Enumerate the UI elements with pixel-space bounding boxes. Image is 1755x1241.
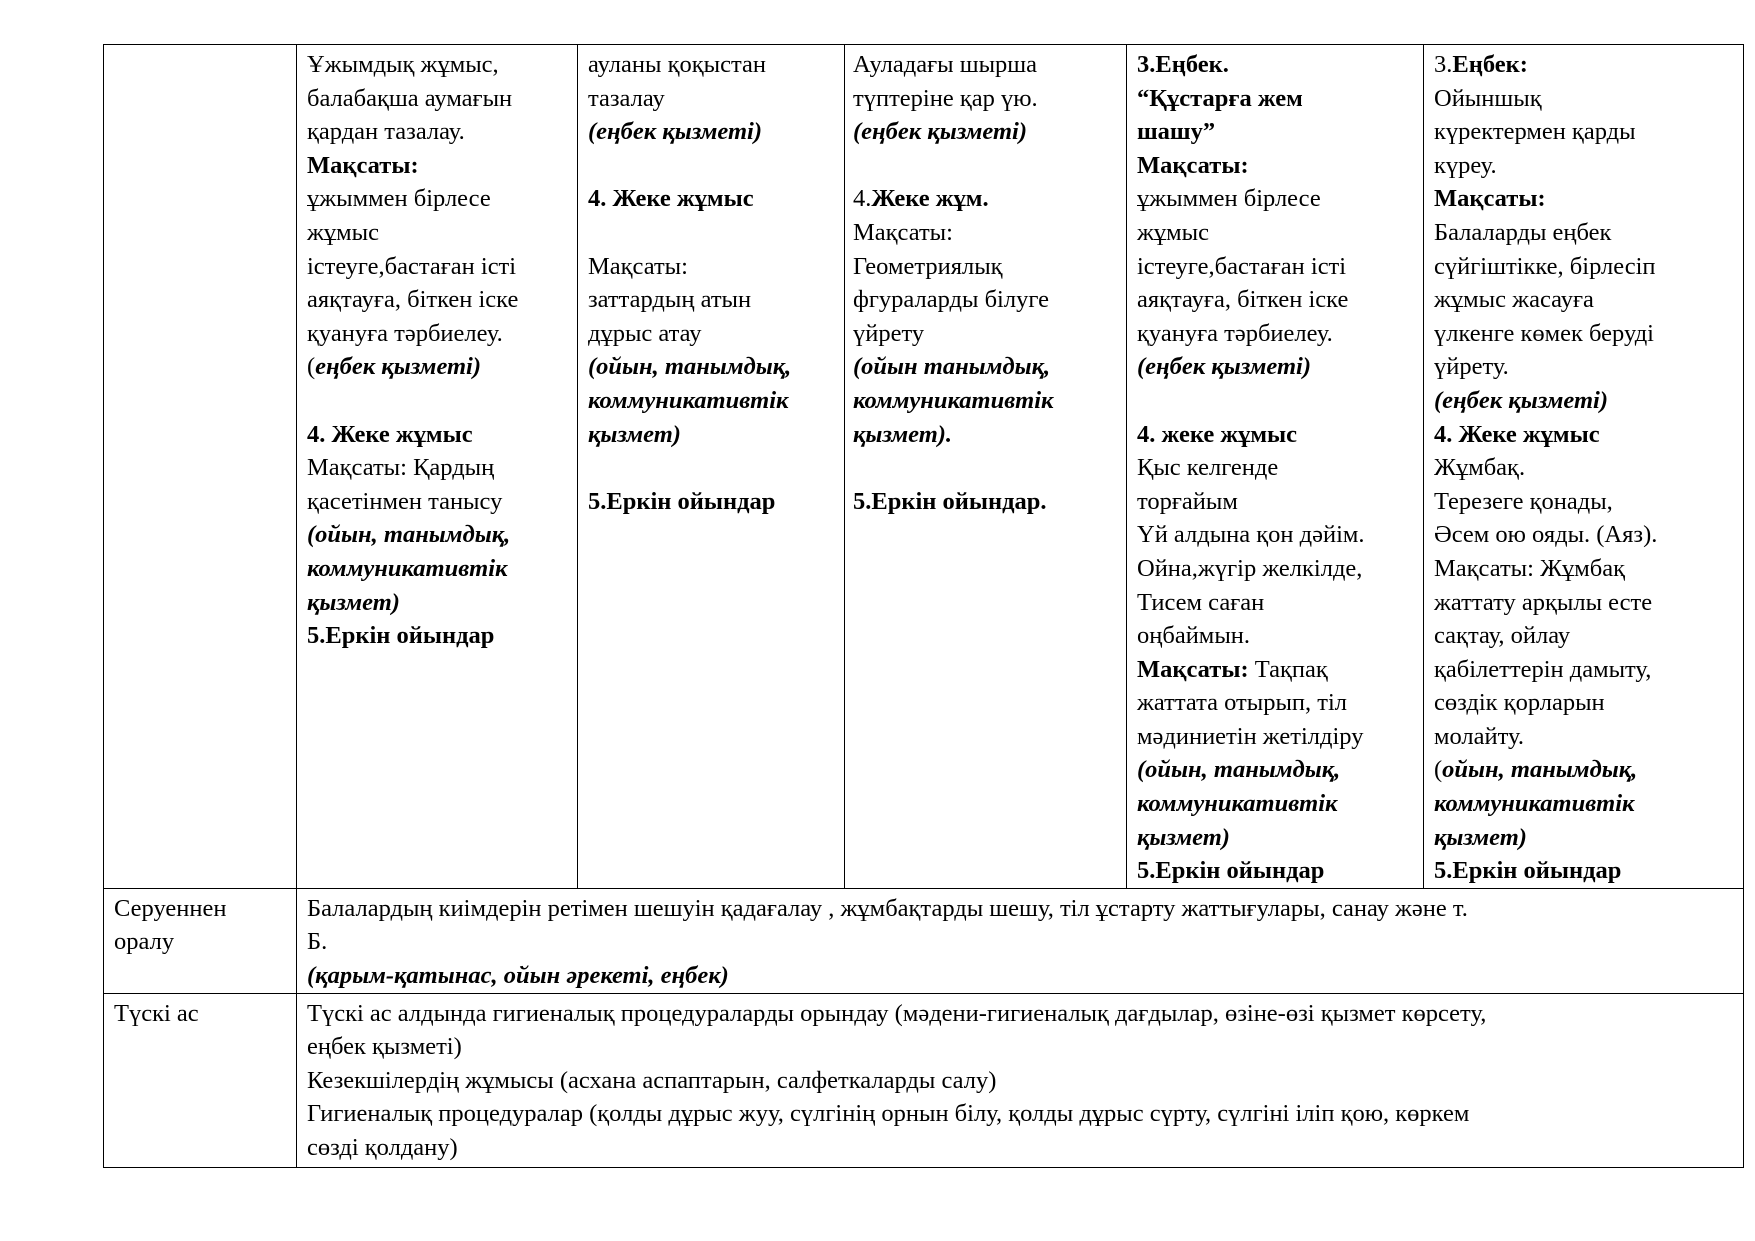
text-line [1137,821,1413,855]
text-line [853,82,1120,116]
text-run: ұжыммен бірлесе [307,185,491,213]
row-label-lunch [104,993,297,1167]
text-run: (еңбек қызметі) [588,118,763,146]
text-line [307,115,567,149]
row-label-return-from-walk [104,888,297,993]
text-line [853,418,1120,452]
text-run: Балалардың киімдерін ретімен шешуін қадағалау , жұмбақтарды шешу, тіл ұстарту жаттығулары, санау және т. [307,894,1468,922]
text-line [1434,350,1733,384]
text-line [307,48,567,82]
text-run: қызмет) [1137,823,1230,851]
text-line [307,552,567,586]
table-row-walk-activities [104,45,1744,889]
text-line [307,959,1733,993]
text-line [307,418,567,452]
text-line [853,48,1120,82]
text-line [1137,82,1413,116]
text-run: еңбек қызметі) [315,353,482,381]
text-line [307,82,567,116]
activity-cell-1 [297,45,578,889]
text-line [307,892,1733,926]
text-line [307,250,567,284]
text-line [853,283,1120,317]
text-line [588,283,834,317]
text-line [1137,485,1413,519]
text-line [588,350,834,384]
text-line [114,892,286,926]
text-line [307,1097,1733,1131]
text-line [1434,82,1733,116]
text-run: молайту. [1434,722,1524,750]
text-line [1137,115,1413,149]
text-line [588,418,834,452]
text-line [1137,586,1413,620]
text-run: Ойыншық [1434,84,1542,112]
text-run: Мақсаты: Жұмбақ [1434,554,1626,582]
text-line [1434,149,1733,183]
text-line [588,48,834,82]
text-line [588,216,834,250]
text-line [1137,720,1413,754]
text-run: Еңбек: [1452,51,1528,78]
text-line [1137,787,1413,821]
text-run: Мақсаты: Қардың [307,454,495,482]
text-line [1434,653,1733,687]
text-line [1434,115,1733,149]
text-line [1434,720,1733,754]
text-run: (ойын, танымдық, [588,353,792,381]
text-line [1137,552,1413,586]
text-line [1434,250,1733,284]
text-run: 3.Еңбек. [1137,51,1229,78]
table-row-return-from-walk [104,888,1744,993]
text-run: істеуге,бастаған істі [1137,252,1347,280]
text-line [1434,753,1733,787]
text-run: Тисем саған [1137,588,1265,616]
text-line [1137,216,1413,250]
text-line [588,250,834,284]
text-line [1434,418,1733,452]
text-line [1434,48,1733,82]
text-line [853,216,1120,250]
text-run: қардан тазалау. [307,118,465,146]
text-line [1434,317,1733,351]
text-run: ұжыммен бірлесе [1137,185,1321,213]
text-run: Әсем ою ояды. (Аяз). [1434,521,1658,549]
text-line [588,82,834,116]
text-run: 4. Жеке жұмыс [1434,420,1600,448]
text-run: коммуникативтік [1137,790,1338,818]
text-line [1137,619,1413,653]
text-run: Мақсаты: [307,151,419,179]
text-run: қабілеттерін дамыту, [1434,655,1652,683]
text-run: 4. Жеке жұмыс [307,420,473,448]
text-line [1434,384,1733,418]
text-line [307,997,1733,1031]
text-line [1434,485,1733,519]
text-line [1434,216,1733,250]
text-run: коммуникативтік [307,554,508,582]
text-run: істеуге,бастаған істі [307,252,517,280]
text-line [1137,518,1413,552]
text-run: Жұмбақ. [1434,454,1526,482]
text-run: Серуеннен [114,894,227,922]
text-run: балабақша аумағын [307,84,513,112]
text-line [1434,854,1733,888]
text-run: (еңбек қызметі) [1137,353,1312,381]
text-run: ойын, танымдық, [1442,756,1638,784]
text-run: Түскі ас [114,999,199,1027]
text-line [853,317,1120,351]
text-run: еңбек қызметі) [307,1033,462,1061]
text-line [1434,619,1733,653]
text-run: Мақсаты: [588,252,688,280]
text-run: қуануға тәрбиелеу. [1137,319,1333,347]
row-label-empty [104,45,297,889]
text-line [1137,384,1413,418]
return-from-walk-content [297,888,1744,993]
text-line [1434,451,1733,485]
text-run: аяқтауға, біткен іске [307,286,519,314]
text-run: коммуникативтік [1434,790,1635,818]
text-run: жаттату арқылы есте [1434,588,1653,616]
text-line [1137,854,1413,888]
text-line [1434,787,1733,821]
text-line [1434,586,1733,620]
text-run: Ұжымдық жұмыс, [307,51,499,78]
activity-cell-2 [578,45,845,889]
text-line [307,283,567,317]
text-run: торғайым [1137,487,1238,515]
text-run: Кезекшілердің жұмысы (асхана аспаптарын, салфеткаларды салу) [307,1066,997,1094]
text-line [1434,552,1733,586]
text-run: 5.Еркін ойындар [1137,857,1325,885]
activity-cell-5 [1424,45,1744,889]
text-line [307,451,567,485]
text-run: 4. Жеке жұмыс [588,185,754,213]
text-run: (қарым-қатынас, ойын әрекеті, еңбек) [307,962,729,990]
text-run: заттардың атын [588,286,752,314]
text-run: 3. [1434,51,1453,78]
text-run: дұрыс атау [588,319,702,347]
text-run: күреу. [1434,151,1497,179]
text-line [1137,182,1413,216]
text-line [307,518,567,552]
text-run: Гигиеналық процедуралар (қолды дұрыс жуу, сүлгінің орнын білу, қолды дұрыс сүрту, сүлгіні іліп қою, көркем [307,1100,1470,1128]
text-run: “Құстарға жем [1137,84,1303,112]
activity-cell-4 [1127,45,1424,889]
text-run: аяқтауға, біткен іске [1137,286,1349,314]
text-run: жаттата отырып, тіл [1137,689,1348,717]
lunch-content [297,993,1744,1167]
text-run: Тақпақ [1248,655,1328,683]
text-run: жұмыс [307,218,380,246]
text-run: мәдиниетін жетілдіру [1137,722,1364,750]
text-line [1137,283,1413,317]
text-line [1137,317,1413,351]
text-run: 5.Еркін ойындар [307,622,495,650]
text-line [588,485,834,519]
text-run: оралу [114,928,175,956]
text-run: ( [307,353,316,381]
text-run: (еңбек қызметі) [1434,386,1609,414]
text-run: 4. жеке жұмыс [1137,420,1298,448]
text-line [307,619,567,653]
text-line [853,115,1120,149]
text-run: оңбаймын. [1137,622,1251,650]
text-line [307,1030,1733,1064]
activity-cell-3 [845,45,1127,889]
text-run: (ойын, танымдық, [1137,756,1341,784]
text-line [853,350,1120,384]
text-run: Қыс келгенде [1137,454,1279,482]
text-run: Ойна,жүгір желкілде, [1137,554,1363,582]
text-run: Балаларды еңбек [1434,218,1612,246]
text-line [307,925,1733,959]
text-line [307,182,567,216]
text-run: 5.Еркін ойындар. [853,487,1047,515]
text-run: коммуникативтік [853,386,1054,414]
text-run: (еңбек қызметі) [853,118,1028,146]
text-run: ауланы қоқыстан [588,51,766,78]
text-run: қуануға тәрбиелеу. [307,319,503,347]
text-line [588,115,834,149]
text-line [853,384,1120,418]
text-run: Мақсаты: [1434,185,1546,213]
text-run: (ойын, танымдық, [307,521,511,549]
plan-table [103,44,1744,1168]
text-run: қызмет). [853,420,953,448]
text-line [307,149,567,183]
text-run: Геометриялық [853,252,1003,280]
text-run: үйрету [853,319,925,347]
text-line [307,586,567,620]
text-run: Үй алдына қон дәйім. [1137,521,1365,549]
text-run: Мақсаты: [853,218,953,246]
text-line [307,350,567,384]
text-line [114,997,286,1031]
text-run: жұмыс [1137,218,1210,246]
text-run: қызмет) [307,588,400,616]
text-line [588,451,834,485]
text-run: 4. [853,185,872,213]
text-line [853,250,1120,284]
text-run: коммуникативтік [588,386,789,414]
text-run: түптеріне қар үю. [853,84,1038,112]
text-line [1434,518,1733,552]
text-line [307,384,567,418]
text-run: сөздік қорларын [1434,689,1605,717]
text-run: Жеке жұм. [871,185,989,213]
text-run: Мақсаты: [1137,655,1249,683]
text-line [1137,250,1413,284]
text-run: қызмет) [588,420,681,448]
text-line [1137,451,1413,485]
text-line [1434,283,1733,317]
text-line [1434,821,1733,855]
text-run: Терезеге қонады, [1434,487,1613,515]
text-line [1434,686,1733,720]
text-run: 5.Еркін ойындар [1434,857,1622,885]
text-run: сүйгіштікке, бірлесіп [1434,252,1656,280]
text-line [1434,182,1733,216]
text-run: Түскі ас алдында гигиеналық процедураларды орындау (мәдени-гигиеналық дағдылар, өзіне-өзі қызмет көрсету, [307,999,1487,1027]
text-line [853,182,1120,216]
text-line [307,1131,1733,1165]
text-line [588,317,834,351]
text-run: 5.Еркін ойындар [588,487,776,515]
text-run: күректермен қарды [1434,118,1636,146]
text-run: Ауладағы шырша [853,51,1038,78]
text-line [307,317,567,351]
text-line [307,216,567,250]
text-line [307,1064,1733,1098]
text-run: Б. [307,928,328,956]
text-run: қасетінмен танысу [307,487,503,515]
text-line [114,925,286,959]
text-run: фгураларды білуге [853,286,1049,314]
text-line [1137,653,1413,687]
text-line [1137,418,1413,452]
text-run: Мақсаты: [1137,151,1249,179]
text-run: үйрету. [1434,353,1509,381]
text-run: тазалау [588,84,665,112]
text-line [588,182,834,216]
text-run: үлкенге көмек беруді [1434,319,1654,347]
text-run: (ойын танымдық, [853,353,1051,381]
text-run: ( [1434,756,1443,784]
text-run: жұмыс жасауға [1434,286,1594,314]
text-line [1137,686,1413,720]
text-line [1137,753,1413,787]
text-line [588,149,834,183]
text-line [307,485,567,519]
text-line [853,451,1120,485]
text-run: қызмет) [1434,823,1527,851]
text-line [853,149,1120,183]
text-run: сөзді қолдану) [307,1134,458,1161]
text-run: шашу” [1137,118,1216,146]
text-line [588,384,834,418]
table-row-lunch [104,993,1744,1167]
text-line [1137,350,1413,384]
text-run: сақтау, ойлау [1434,622,1571,650]
text-line [853,485,1120,519]
text-line [1137,48,1413,82]
text-line [1137,149,1413,183]
